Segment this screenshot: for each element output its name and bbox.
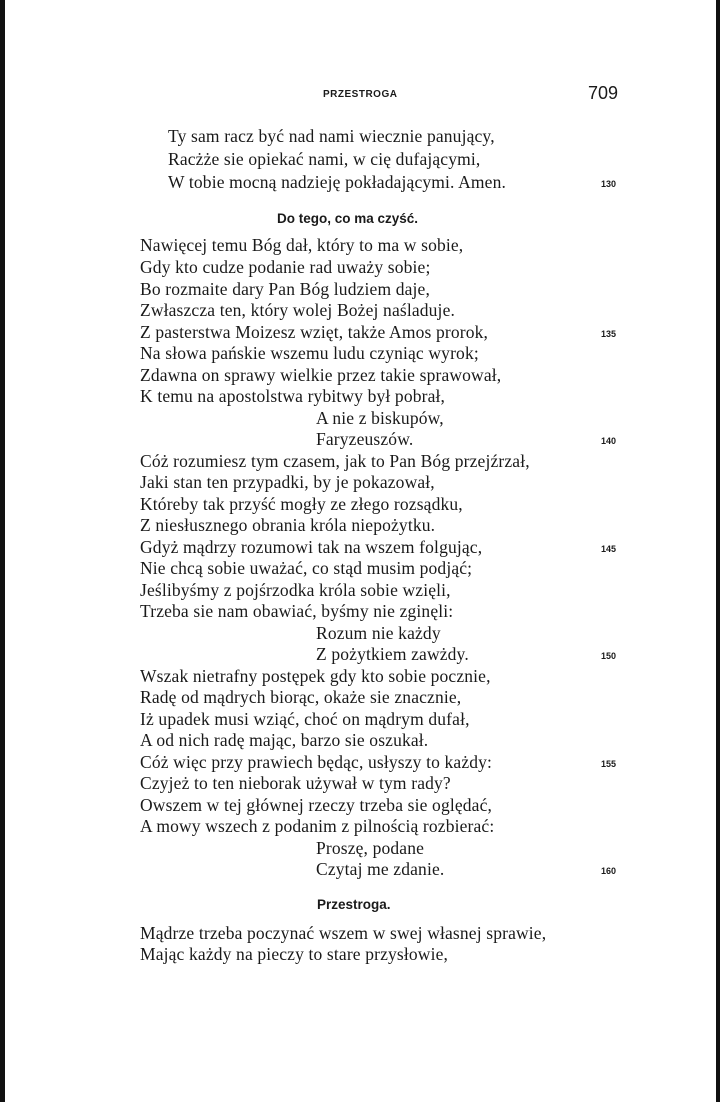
scan-edge-left bbox=[0, 0, 5, 1102]
verse-line: Z pasterstwa Moizesz wzięt, także Amos prorok, bbox=[140, 322, 489, 342]
verse-line: Zwłaszcza ten, który wolej Bożej naśladuje. bbox=[140, 300, 456, 320]
verse-line: Zdawna on sprawy wielkie przez takie sprawował, bbox=[140, 365, 502, 385]
verse-line: Na słowa pańskie wszemu ludu czyniąc wyrok; bbox=[140, 343, 479, 363]
line-number: 160 bbox=[601, 866, 617, 876]
verse-line: K temu na apostolstwa rybitwy był pobrał, bbox=[140, 386, 446, 406]
verse-line: Czytaj me zdanie. bbox=[316, 859, 445, 879]
line-number: 135 bbox=[601, 329, 617, 339]
verse-line: Owszem w tej głównej rzeczy trzeba sie oględać, bbox=[140, 795, 493, 815]
verse-line: Któreby tak przyść mogły ze złego rozsądku, bbox=[140, 494, 463, 514]
verse-line: Jaki stan ten przypadki, by je pokazował, bbox=[140, 472, 435, 492]
verse-line: A od nich radę mając, barzo sie oszukał. bbox=[140, 730, 429, 750]
verse-line: Mądrze trzeba poczynać wszem w swej własnej sprawie, bbox=[140, 923, 547, 943]
verse-line: Nawięcej temu Bóg dał, który to ma w sobie, bbox=[140, 235, 464, 255]
verse-line: Nie chcą sobie uważać, co stąd musim podjąć; bbox=[140, 558, 473, 578]
verse-line: Rozum nie każdy bbox=[316, 623, 441, 643]
section-heading: Przestroga. bbox=[317, 897, 391, 912]
verse-line: Racżże sie opiekać nami, w cię dufającymi, bbox=[168, 149, 481, 169]
verse-line: Proszę, podane bbox=[316, 838, 425, 858]
verse-line: Radę od mądrych biorąc, okaże sie znacznie, bbox=[140, 687, 462, 707]
scan-edge-right bbox=[716, 0, 720, 1102]
verse-line: Faryzeuszów. bbox=[316, 429, 414, 449]
verse-line: Iż upadek musi wziąć, choć on mądrym dufał, bbox=[140, 709, 470, 729]
line-number: 145 bbox=[601, 544, 617, 554]
line-number: 150 bbox=[601, 651, 617, 661]
line-number: 140 bbox=[601, 436, 617, 446]
verse-line: Z pożytkiem zawżdy. bbox=[316, 644, 469, 664]
verse-line: Cóż więc przy prawiech będąc, usłyszy to każdy: bbox=[140, 752, 493, 772]
verse-line: W tobie mocną nadzieję pokładającymi. Amen. bbox=[168, 172, 507, 192]
verse-line: Czyjeż to ten nieborak używał w tym rady? bbox=[140, 773, 451, 793]
verse-line: Z niesłusznego obrania króla niepożytku. bbox=[140, 515, 436, 535]
line-number: 130 bbox=[601, 179, 617, 189]
verse-line: A mowy wszech z podanim z pilnością rozbierać: bbox=[140, 816, 495, 836]
verse-line: Trzeba sie nam obawiać, byśmy nie zginęli: bbox=[140, 601, 454, 621]
line-number: 155 bbox=[601, 759, 617, 769]
verse-line: Mając każdy na pieczy to stare przysłowie, bbox=[140, 944, 449, 964]
verse-line: Bo rozmaite dary Pan Bóg ludziem daje, bbox=[140, 279, 430, 299]
verse-line: Cóż rozumiesz tym czasem, jak to Pan Bóg przejźrzał, bbox=[140, 451, 530, 471]
verse-line: Jeślibyśmy z pojśrzodka króla sobie wzięli, bbox=[140, 580, 451, 600]
verse-line: Gdy kto cudze podanie rad uważy sobie; bbox=[140, 257, 431, 277]
running-head: PRZESTROGA bbox=[323, 89, 398, 100]
verse-line: Gdyż mądrzy rozumowi tak na wszem folgując, bbox=[140, 537, 483, 557]
verse-line: Wszak nietrafny postępek gdy kto sobie pocznie, bbox=[140, 666, 491, 686]
section-heading: Do tego, co ma czyść. bbox=[277, 211, 419, 226]
verse-line: A nie z biskupów, bbox=[316, 408, 444, 428]
page-number: 709 bbox=[588, 83, 619, 103]
verse-line: Ty sam racz być nad nami wiecznie panujący, bbox=[168, 126, 495, 146]
